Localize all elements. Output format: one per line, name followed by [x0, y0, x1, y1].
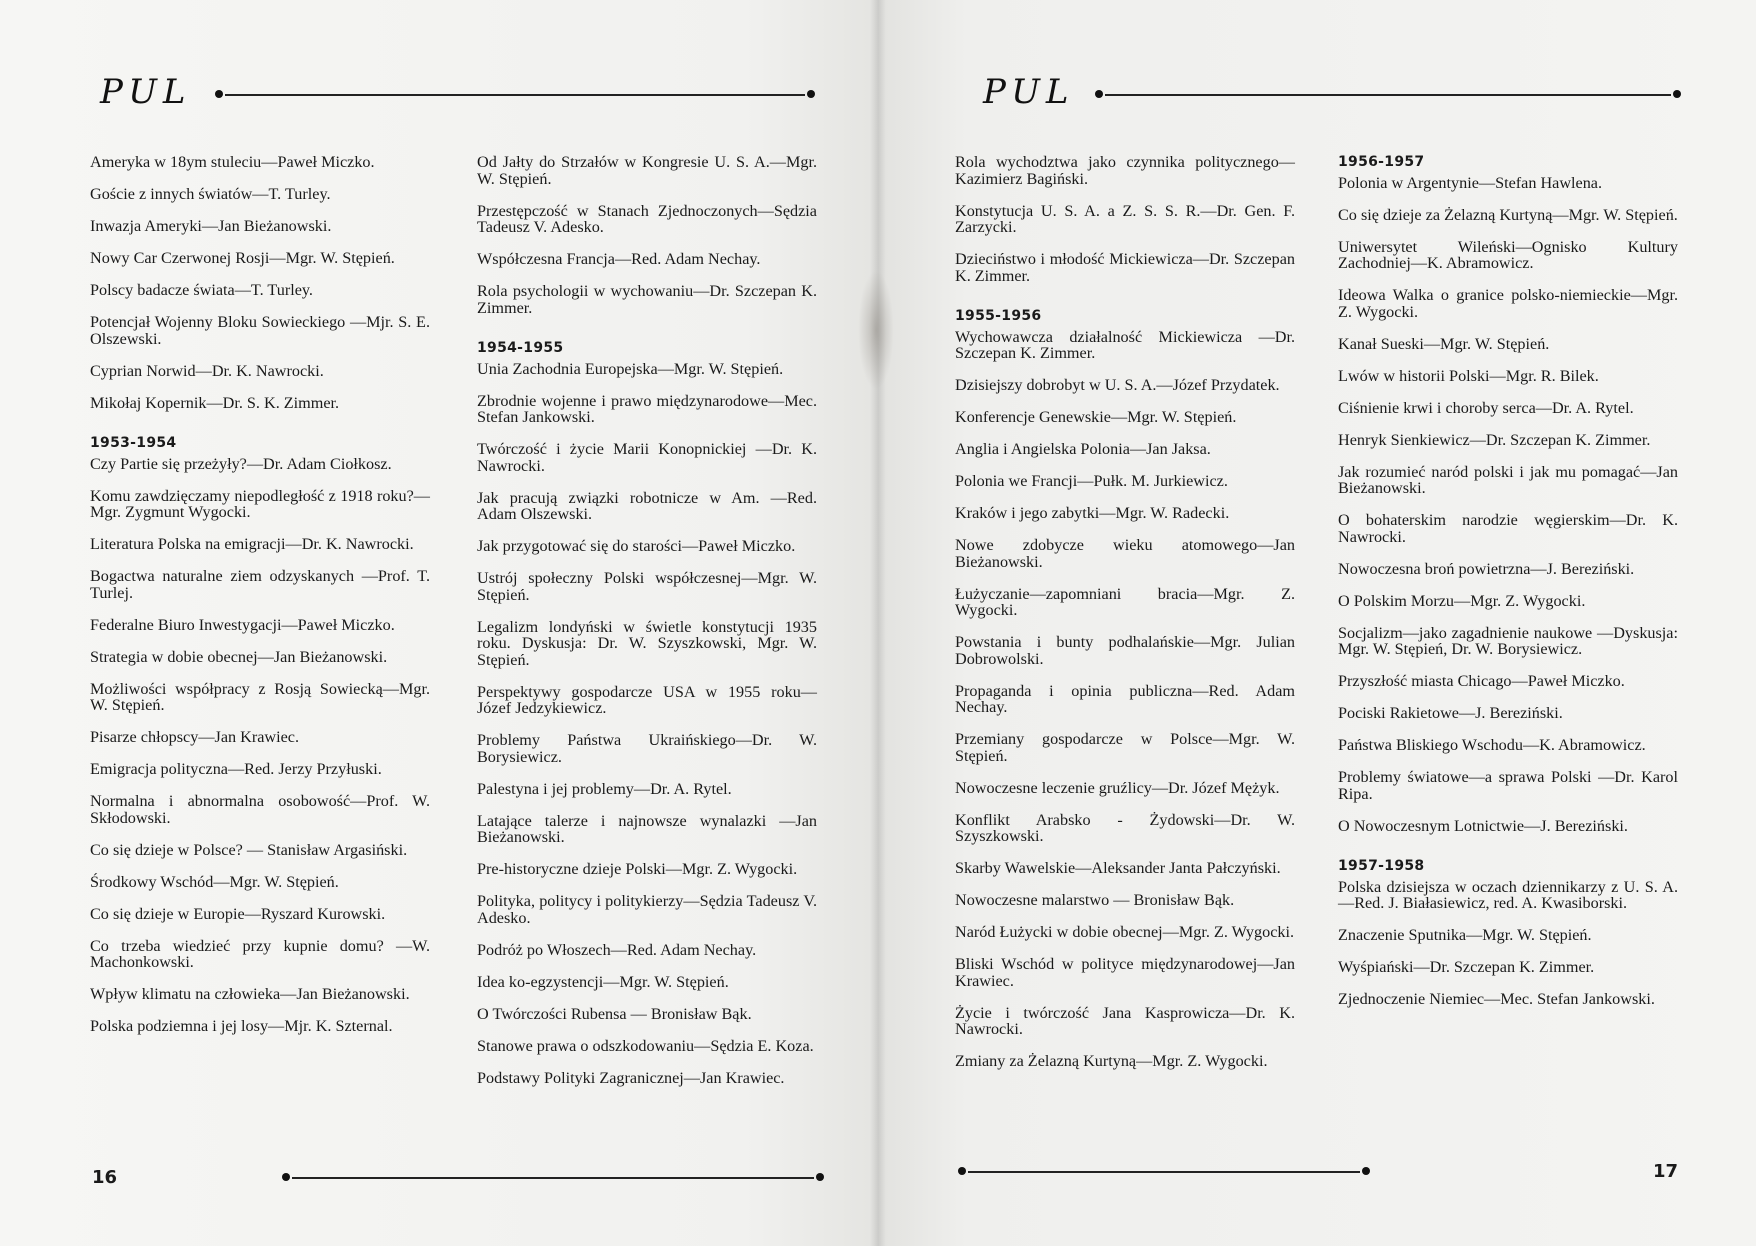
lecture-entry: Problemy światowe—a sprawa Polski —Dr. Karol Ripa. — [1338, 768, 1678, 803]
lecture-entry: Współczesna Francja—Red. Adam Nechay. — [477, 250, 761, 268]
lecture-entry: Zjednoczenie Niemiec—Mec. Stefan Jankowski. — [1338, 990, 1655, 1008]
lecture-entry: Potencjał Wojenny Bloku Sowieckiego —Mjr. S. E. Olszewski. — [90, 313, 430, 348]
lecture-entry: Środkowy Wschód—Mgr. W. Stępień. — [90, 872, 339, 891]
lecture-entry: Rola psychologii w wychowaniu—Dr. Szczepan K. Zimmer. — [477, 282, 817, 317]
lecture-entry: Życie i twórczość Jana Kasprowicza—Dr. K. Nawrocki. — [955, 1003, 1295, 1038]
right-column-2 — [1338, 154, 1678, 1023]
lecture-entry: Podstawy Polityki Zagranicznej—Jan Krawiec. — [477, 1068, 785, 1087]
lecture-entry: O Polskim Morzu—Mgr. Z. Wygocki. — [1338, 591, 1586, 610]
page-number: 16 — [92, 1167, 118, 1188]
lecture-entry: Przestępczość w Stanach Zjednoczonych—Sędzia Tadeusz V. Adesko. — [477, 201, 817, 236]
lecture-entry: Co się dzieje w Polsce? — Stanisław Argasiński. — [90, 840, 408, 859]
lecture-entry: Problemy Państwa Ukraińskiego—Dr. W. Borysiewicz. — [477, 731, 817, 766]
lecture-entry: Bogactwa naturalne ziem odzyskanych —Prof. T. Turlej. — [90, 567, 430, 602]
lecture-entry: Ameryka w 18ym stuleciu—Paweł Miczko. — [90, 153, 375, 171]
lecture-entry: Perspektywy gospodarcze USA w 1955 roku—Józef Jedzykiewicz. — [477, 682, 817, 717]
year-heading: 1954-1955 — [477, 340, 564, 356]
lecture-entry: Henryk Sienkiewicz—Dr. Szczepan K. Zimmer. — [1338, 430, 1651, 449]
year-heading: 1957-1958 — [1338, 858, 1425, 874]
header-rule — [225, 94, 805, 96]
lecture-entry: Ideowa Walka o granice polsko-niemieckie—Mgr. Z. Wygocki. — [1338, 286, 1678, 321]
lecture-entry: Nowe zdobycze wieku atomowego—Jan Bieżanowski. — [955, 536, 1295, 571]
lecture-entry: Konferencje Genewskie—Mgr. W. Stępień. — [955, 408, 1237, 426]
lecture-entry: Unia Zachodnia Europejska—Mgr. W. Stępień. — [477, 359, 784, 378]
lecture-entry: Palestyna i jej problemy—Dr. A. Rytel. — [477, 779, 732, 798]
lecture-entry: Jak pracują związki robotnicze w Am. —Red. Adam Olszewski. — [477, 488, 817, 523]
lecture-entry: Znaczenie Sputnika—Mgr. W. Stępień. — [1338, 926, 1592, 944]
lecture-entry: Uniwersytet Wileński—Ognisko Kultury Zachodniej—K. Abramowicz. — [1338, 237, 1678, 272]
lecture-entry: Normalna i abnormalna osobowość—Prof. W. Skłodowski. — [90, 792, 430, 827]
footer-rule — [968, 1171, 1360, 1173]
lecture-entry: Nowoczesne malarstwo — Bronisław Bąk. — [955, 891, 1235, 909]
lecture-entry: Pisarze chłopscy—Jan Krawiec. — [90, 728, 300, 746]
right-page — [878, 0, 1756, 1246]
lecture-entry: Powstania i bunty podhalańskie—Mgr. Julian Dobrowolski. — [955, 633, 1295, 668]
right-header — [983, 72, 1703, 112]
lecture-entry: Przemiany gospodarcze w Polsce—Mgr. W. Stępień. — [955, 730, 1295, 765]
lecture-entry: Łużyczanie—zapomniani bracia—Mgr. Z. Wygocki. — [955, 584, 1295, 619]
left-column-1 — [90, 154, 430, 1050]
year-heading: 1955-1956 — [955, 308, 1042, 324]
rule-dot — [1673, 90, 1681, 98]
year-heading: 1956-1957 — [1338, 154, 1425, 170]
lecture-entry: Wychowawcza działalność Mickiewicza —Dr. Szczepan K. Zimmer. — [955, 327, 1295, 362]
lecture-entry: Zmiany za Żelazną Kurtyną—Mgr. Z. Wygocki. — [955, 1052, 1268, 1070]
lecture-entry: Stanowe prawa o odszkodowaniu—Sędzia E. Koza. — [477, 1036, 814, 1055]
lecture-entry: Wyśpiański—Dr. Szczepan K. Zimmer. — [1338, 958, 1595, 976]
paper-stain — [858, 270, 894, 390]
left-header — [100, 72, 820, 112]
lecture-entry: Ciśnienie krwi i choroby serca—Dr. A. Rytel. — [1338, 398, 1634, 417]
lecture-entry: Ustrój społeczny Polski współczesnej—Mgr. W. Stępień. — [477, 569, 817, 604]
lecture-entry: Co się dzieje w Europie—Ryszard Kurowski. — [90, 904, 386, 923]
rule-dot — [215, 90, 223, 98]
lecture-entry: Jak przygotować się do starości—Paweł Miczko. — [477, 537, 796, 555]
lecture-entry: Kraków i jego zabytki—Mgr. W. Radecki. — [955, 504, 1230, 522]
page-number: 17 — [1653, 1161, 1679, 1182]
lecture-entry: Polonia we Francji—Pułk. M. Jurkiewicz. — [955, 472, 1228, 490]
lecture-entry: Legalizm londyński w świetle konstytucji 1935 roku. Dyskusja: Dr. W. Szyszkowski, Mgr. W. Stępień. — [477, 617, 817, 669]
lecture-entry: Literatura Polska na emigracji—Dr. K. Nawrocki. — [90, 535, 414, 553]
lecture-entry: Bliski Wschód w polityce międzynarodowej—Jan Krawiec. — [955, 955, 1295, 990]
lecture-entry: Propaganda i opinia publiczna—Red. Adam Nechay. — [955, 681, 1295, 716]
lecture-entry: Polityka, politycy i politykierzy—Sędzia Tadeusz V. Adesko. — [477, 892, 817, 927]
lecture-entry: Przyszłość miasta Chicago—Paweł Miczko. — [1338, 672, 1625, 690]
lecture-entry: Twórczość i życie Marii Konopnickiej —Dr. K. Nawrocki. — [477, 440, 817, 475]
lecture-entry: O Twórczości Rubensa — Bronisław Bąk. — [477, 1004, 752, 1023]
lecture-entry: Cyprian Norwid—Dr. K. Nawrocki. — [90, 361, 324, 380]
lecture-entry: Dzisiejszy dobrobyt w U. S. A.—Józef Przydatek. — [955, 376, 1280, 394]
left-column-2 — [477, 154, 817, 1102]
book-spine — [870, 0, 886, 1246]
lecture-entry: Emigracja polityczna—Red. Jerzy Przyłuski. — [90, 760, 382, 778]
lecture-entry: Polonia w Argentynie—Stefan Hawlena. — [1338, 173, 1603, 192]
lecture-entry: Idea ko-egzystencji—Mgr. W. Stępień. — [477, 972, 729, 991]
lecture-entry: Co trzeba wiedzieć przy kupnie domu? —W. Machonkowski. — [90, 936, 430, 971]
lecture-entry: Dzieciństwo i młodość Mickiewicza—Dr. Szczepan K. Zimmer. — [955, 250, 1295, 285]
lecture-entry: Socjalizm—jako zagadnienie naukowe —Dyskusja: Mgr. W. Stępień, Dr. W. Borysiewicz. — [1338, 623, 1678, 658]
lecture-entry: Możliwości współpracy z Rosją Sowiecką—Mgr. W. Stępień. — [90, 679, 430, 714]
lecture-entry: Naród Łużycki w dobie obecnej—Mgr. Z. Wygocki. — [955, 923, 1295, 941]
lecture-entry: Podróż po Włoszech—Red. Adam Nechay. — [477, 940, 757, 959]
lecture-entry: Państwa Bliskiego Wschodu—K. Abramowicz. — [1338, 736, 1646, 754]
lecture-entry: Czy Partie się przeżyły?—Dr. Adam Ciołkosz. — [90, 454, 392, 473]
lecture-entry: Polska dzisiejsza w oczach dziennikarzy z U. S. A.—Red. J. Białasiewicz, red. A. Kwasiborski. — [1338, 877, 1678, 912]
header-rule — [1105, 94, 1671, 96]
lecture-entry: Komu zawdzięczamy niepodległość z 1918 roku?—Mgr. Zygmunt Wygocki. — [90, 486, 430, 521]
right-column-1 — [955, 154, 1295, 1085]
lecture-entry: Jak rozumieć naród polski i jak mu pomagać—Jan Bieżanowski. — [1338, 462, 1678, 497]
lecture-entry: Nowoczesna broń powietrzna—J. Bereziński. — [1338, 559, 1635, 578]
lecture-entry: Federalne Biuro Inwestygacji—Paweł Miczko. — [90, 615, 395, 634]
lecture-entry: Lwów w historii Polski—Mgr. R. Bilek. — [1338, 366, 1599, 385]
pul-logo: PUL — [100, 72, 192, 112]
rule-dot — [1095, 90, 1103, 98]
rule-dot — [1362, 1167, 1370, 1175]
lecture-entry: Anglia i Angielska Polonia—Jan Jaksa. — [955, 440, 1211, 458]
lecture-entry: O bohaterskim narodzie węgierskim—Dr. K. Nawrocki. — [1338, 511, 1678, 546]
year-heading: 1953-1954 — [90, 435, 177, 451]
lecture-entry: Goście z innych światów—T. Turley. — [90, 185, 331, 203]
lecture-entry: Polska podziemna i jej losy—Mjr. K. Szternal. — [90, 1017, 393, 1035]
rule-dot — [807, 90, 815, 98]
lecture-entry: O Nowoczesnym Lotnictwie—J. Bereziński. — [1338, 816, 1628, 835]
lecture-entry: Polscy badacze świata—T. Turley. — [90, 281, 313, 299]
rule-dot — [816, 1173, 824, 1181]
rule-dot — [282, 1173, 290, 1181]
lecture-entry: Zbrodnie wojenne i prawo międzynarodowe—Mec. Stefan Jankowski. — [477, 391, 817, 426]
lecture-entry: Nowy Car Czerwonej Rosji—Mgr. W. Stępień. — [90, 249, 395, 267]
lecture-entry: Konflikt Arabsko - Żydowski—Dr. W. Szyszkowski. — [955, 810, 1295, 845]
lecture-entry: Nowoczesne leczenie gruźlicy—Dr. Józef Mężyk. — [955, 778, 1280, 797]
lecture-entry: Pociski Rakietowe—J. Bereziński. — [1338, 704, 1563, 722]
footer-rule — [292, 1177, 814, 1179]
lecture-entry: Wpływ klimatu na człowieka—Jan Bieżanowski. — [90, 985, 410, 1003]
lecture-entry: Mikołaj Kopernik—Dr. S. K. Zimmer. — [90, 393, 340, 412]
lecture-entry: Skarby Wawelskie—Aleksander Janta Pałczyński. — [955, 859, 1281, 877]
lecture-entry: Kanał Sueski—Mgr. W. Stępień. — [1338, 334, 1550, 353]
pul-logo: PUL — [983, 72, 1075, 112]
rule-dot — [958, 1167, 966, 1175]
lecture-entry: Latające talerze i najnowsze wynalazki —Jan Bieżanowski. — [477, 811, 817, 846]
lecture-entry: Konstytucja U. S. A. a Z. S. S. R.—Dr. Gen. F. Zarzycki. — [955, 201, 1295, 236]
lecture-entry: Inwazja Ameryki—Jan Bieżanowski. — [90, 217, 332, 235]
lecture-entry: Od Jałty do Strzałów w Kongresie U. S. A.—Mgr. W. Stępień. — [477, 153, 817, 188]
lecture-entry: Strategia w dobie obecnej—Jan Bieżanowski. — [90, 647, 388, 666]
lecture-entry: Rola wychodztwa jako czynnika politycznego—Kazimierz Bagiński. — [955, 153, 1295, 188]
lecture-entry: Co się dzieje za Żelazną Kurtyną—Mgr. W. Stępień. — [1338, 205, 1678, 224]
lecture-entry: Pre-historyczne dzieje Polski—Mgr. Z. Wygocki. — [477, 860, 798, 878]
